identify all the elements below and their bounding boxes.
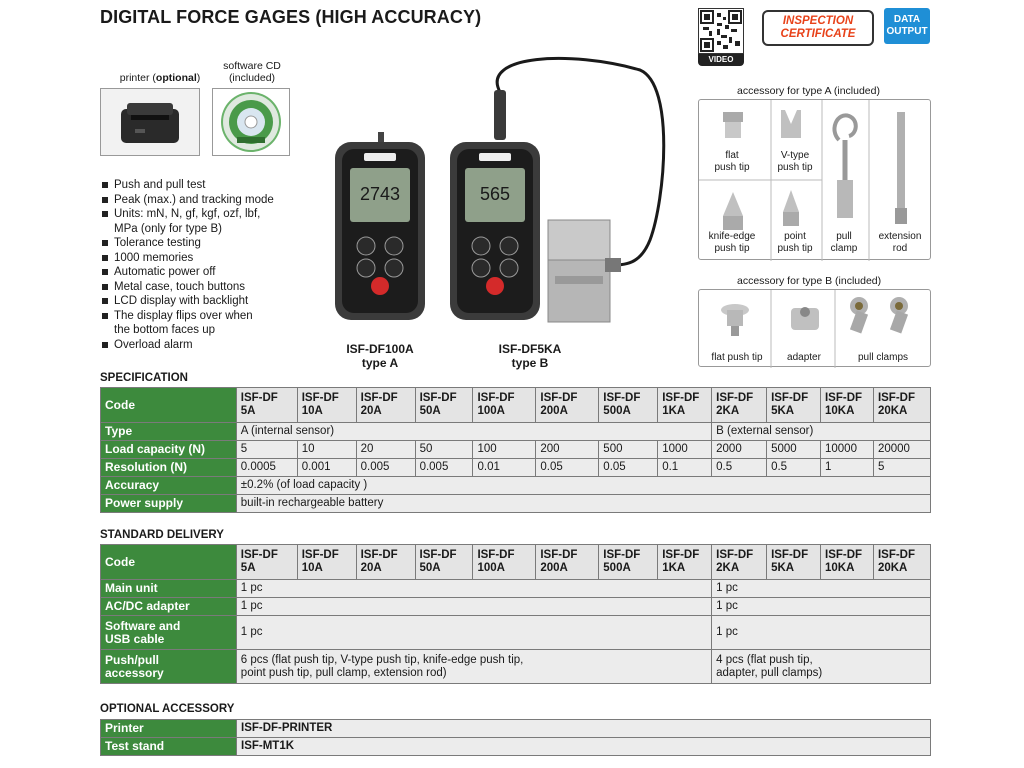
accessory-b: 4 pcs (flat push tip, adapter, pull clamps) <box>712 650 931 684</box>
load-cell: 50 <box>415 441 473 459</box>
accessory-a-title: accessory for type A (included) <box>737 85 880 97</box>
data-output-badge <box>884 8 930 44</box>
row-label: Type <box>101 423 237 441</box>
resolution-cell: 0.05 <box>536 459 599 477</box>
delivery-software-row <box>101 616 931 650</box>
row-label: Code <box>101 545 237 580</box>
optional-accessory-heading: OPTIONAL ACCESSORY <box>100 703 235 715</box>
code-cell: ISF-DF 50A <box>415 388 473 423</box>
gauge-a-display: 2743 <box>359 184 401 204</box>
feature-item: Units: mN, N, gf, kgf, ozf, lbf, <box>100 207 320 222</box>
data-label: DATA <box>893 14 921 25</box>
load-cell: 100 <box>473 441 536 459</box>
load-cell: 10000 <box>820 441 873 459</box>
main-unit-a: 1 pc <box>236 580 711 598</box>
row-label: Accuracy <box>101 477 237 495</box>
row-label: Code <box>101 388 237 423</box>
acc-b-adapter: adapter <box>787 352 821 363</box>
row-label: Printer <box>101 720 237 738</box>
load-cell: 10 <box>297 441 356 459</box>
acc-flat-push-tip: flat push tip <box>714 150 750 173</box>
feature-item-cont: the bottom faces up <box>114 324 216 336</box>
load-cell: 5000 <box>767 441 821 459</box>
model-b-caption: ISF-DF5KA type B <box>498 342 562 370</box>
code-cell: ISF-DF 100A <box>473 388 536 423</box>
software-b: 1 pc <box>712 616 931 650</box>
acc-b-pull-clamps: pull clamps <box>857 352 909 363</box>
acc-extension-rod: extension rod <box>878 231 922 254</box>
row-label: Power supply <box>101 495 237 513</box>
code-cell: ISF-DF 1KA <box>658 388 712 423</box>
power-button-icon <box>371 277 389 295</box>
qr-code-icon <box>698 8 744 54</box>
printer-caption: printer (optional) <box>119 72 201 84</box>
feature-item: The display flips over when <box>100 309 320 324</box>
feature-item: Push and pull test <box>100 178 320 193</box>
acc-knife-edge-push-tip: knife-edge push tip <box>708 231 756 254</box>
printer-code: ISF-DF-PRINTER <box>237 720 931 738</box>
feature-list <box>100 178 320 352</box>
page-title: DIGITAL FORCE GAGES (HIGH ACCURACY) <box>100 7 482 27</box>
software-a: 1 pc <box>236 616 711 650</box>
row-label: Test stand <box>101 738 237 756</box>
row-label: Software and USB cable <box>101 616 237 650</box>
code-cell: ISF-DF 10KA <box>820 388 873 423</box>
code-cell: ISF-DF 5A <box>236 388 297 423</box>
resolution-cell: 0.5 <box>767 459 821 477</box>
standard-delivery-table <box>100 544 931 684</box>
specification-heading: SPECIFICATION <box>100 372 188 384</box>
feature-item: LCD display with backlight <box>100 294 320 309</box>
spec-type-row <box>101 423 931 441</box>
model-a-caption: ISF-DF100A type A <box>346 342 414 370</box>
feature-item: Peak (max.) and tracking mode <box>100 193 320 208</box>
delivery-accessory-row <box>101 650 931 684</box>
feature-item: Overload alarm <box>100 338 320 353</box>
load-cell: 500 <box>599 441 658 459</box>
certificate-label: CERTIFICATE <box>780 28 856 40</box>
printer-image <box>100 88 200 156</box>
load-cell: 200 <box>536 441 599 459</box>
code-cell: ISF-DF 100A <box>473 545 536 580</box>
feature-item: Tolerance testing <box>100 236 320 251</box>
resolution-cell: 0.5 <box>712 459 767 477</box>
code-cell: ISF-DF 20A <box>356 545 415 580</box>
power-cell: built-in rechargeable battery <box>236 495 930 513</box>
row-label: AC/DC adapter <box>101 598 237 616</box>
code-cell: ISF-DF 10KA <box>821 545 874 580</box>
delivery-adapter-row <box>101 598 931 616</box>
delivery-code-row <box>101 545 931 580</box>
gauge-b-display: 565 <box>479 184 511 204</box>
power-button-icon <box>486 277 504 295</box>
resolution-cell: 0.05 <box>599 459 658 477</box>
load-cell: 20 <box>356 441 415 459</box>
specification-table <box>100 387 931 513</box>
code-cell: ISF-DF 20KA <box>873 545 930 580</box>
optional-accessory-table <box>100 719 931 756</box>
feature-item-cont: MPa (only for type B) <box>114 222 223 235</box>
acc-pull-clamp: pull clamp <box>830 231 858 254</box>
code-cell: ISF-DF 50A <box>415 545 473 580</box>
code-cell: ISF-DF 2KA <box>712 388 767 423</box>
row-label: Load capacity (N) <box>101 441 237 459</box>
code-cell: ISF-DF 5A <box>236 545 297 580</box>
standard-delivery-heading: STANDARD DELIVERY <box>100 529 224 541</box>
type-b-cell: B (external sensor) <box>712 423 931 441</box>
row-label: Push/pull accessory <box>101 650 237 684</box>
spec-resolution-row <box>101 459 931 477</box>
code-cell: ISF-DF 20KA <box>873 388 930 423</box>
video-label: VIDEO <box>698 54 744 66</box>
load-cell: 1000 <box>658 441 712 459</box>
adapter-a: 1 pc <box>236 598 711 616</box>
acc-b-flat-push-tip: flat push tip <box>711 352 763 363</box>
code-cell: ISF-DF 5KA <box>767 545 821 580</box>
code-cell: ISF-DF 500A <box>599 545 658 580</box>
code-cell: ISF-DF 20A <box>356 388 415 423</box>
cd-caption: software CD (included) <box>223 60 281 84</box>
software-cd-image <box>212 88 290 156</box>
accuracy-cell: ±0.2% (of load capacity ) <box>236 477 930 495</box>
feature-item: 1000 memories <box>100 251 320 266</box>
adapter-b: 1 pc <box>712 598 931 616</box>
code-cell: ISF-DF 1KA <box>658 545 712 580</box>
spec-accuracy-row <box>101 477 931 495</box>
optional-stand-row <box>101 738 931 756</box>
inspection-label: INSPECTION <box>782 15 854 27</box>
cable-connector-icon <box>494 90 506 140</box>
resolution-cell: 0.1 <box>658 459 712 477</box>
load-cell: 5 <box>236 441 297 459</box>
code-cell: ISF-DF 200A <box>536 388 599 423</box>
acc-v-type-push-tip: V-type push tip <box>777 150 813 173</box>
code-cell: ISF-DF 2KA <box>712 545 767 580</box>
type-a-cell: A (internal sensor) <box>236 423 711 441</box>
accessory-b-title: accessory for type B (included) <box>737 275 882 287</box>
row-label: Resolution (N) <box>101 459 237 477</box>
resolution-cell: 0.005 <box>356 459 415 477</box>
force-gauges-image <box>330 50 670 340</box>
qr-code-video-badge[interactable] <box>698 8 744 66</box>
load-cell: 20000 <box>873 441 930 459</box>
resolution-cell: 1 <box>820 459 873 477</box>
code-cell: ISF-DF 200A <box>536 545 599 580</box>
test-stand-code: ISF-MT1K <box>237 738 931 756</box>
acc-point-push-tip: point push tip <box>777 231 813 254</box>
output-label: OUTPUT <box>886 26 928 37</box>
resolution-cell: 0.005 <box>415 459 473 477</box>
feature-item: Metal case, touch buttons <box>100 280 320 295</box>
inspection-certificate-badge <box>762 10 874 46</box>
code-cell: ISF-DF 10A <box>297 388 356 423</box>
feature-item: Automatic power off <box>100 265 320 280</box>
resolution-cell: 0.0005 <box>236 459 297 477</box>
resolution-cell: 0.01 <box>473 459 536 477</box>
row-label: Main unit <box>101 580 237 598</box>
code-cell: ISF-DF 500A <box>599 388 658 423</box>
resolution-cell: 5 <box>873 459 930 477</box>
load-cell: 2000 <box>712 441 767 459</box>
delivery-main-unit-row <box>101 580 931 598</box>
optional-printer-row <box>101 720 931 738</box>
main-unit-b: 1 pc <box>712 580 931 598</box>
code-cell: ISF-DF 10A <box>297 545 356 580</box>
spec-load-row <box>101 441 931 459</box>
code-cell: ISF-DF 5KA <box>767 388 821 423</box>
resolution-cell: 0.001 <box>297 459 356 477</box>
spec-power-row <box>101 495 931 513</box>
accessory-a: 6 pcs (flat push tip, V-type push tip, knife-edge push tip, point push tip, pull clamp, extension rod) <box>236 650 711 684</box>
spec-code-row <box>101 388 931 423</box>
